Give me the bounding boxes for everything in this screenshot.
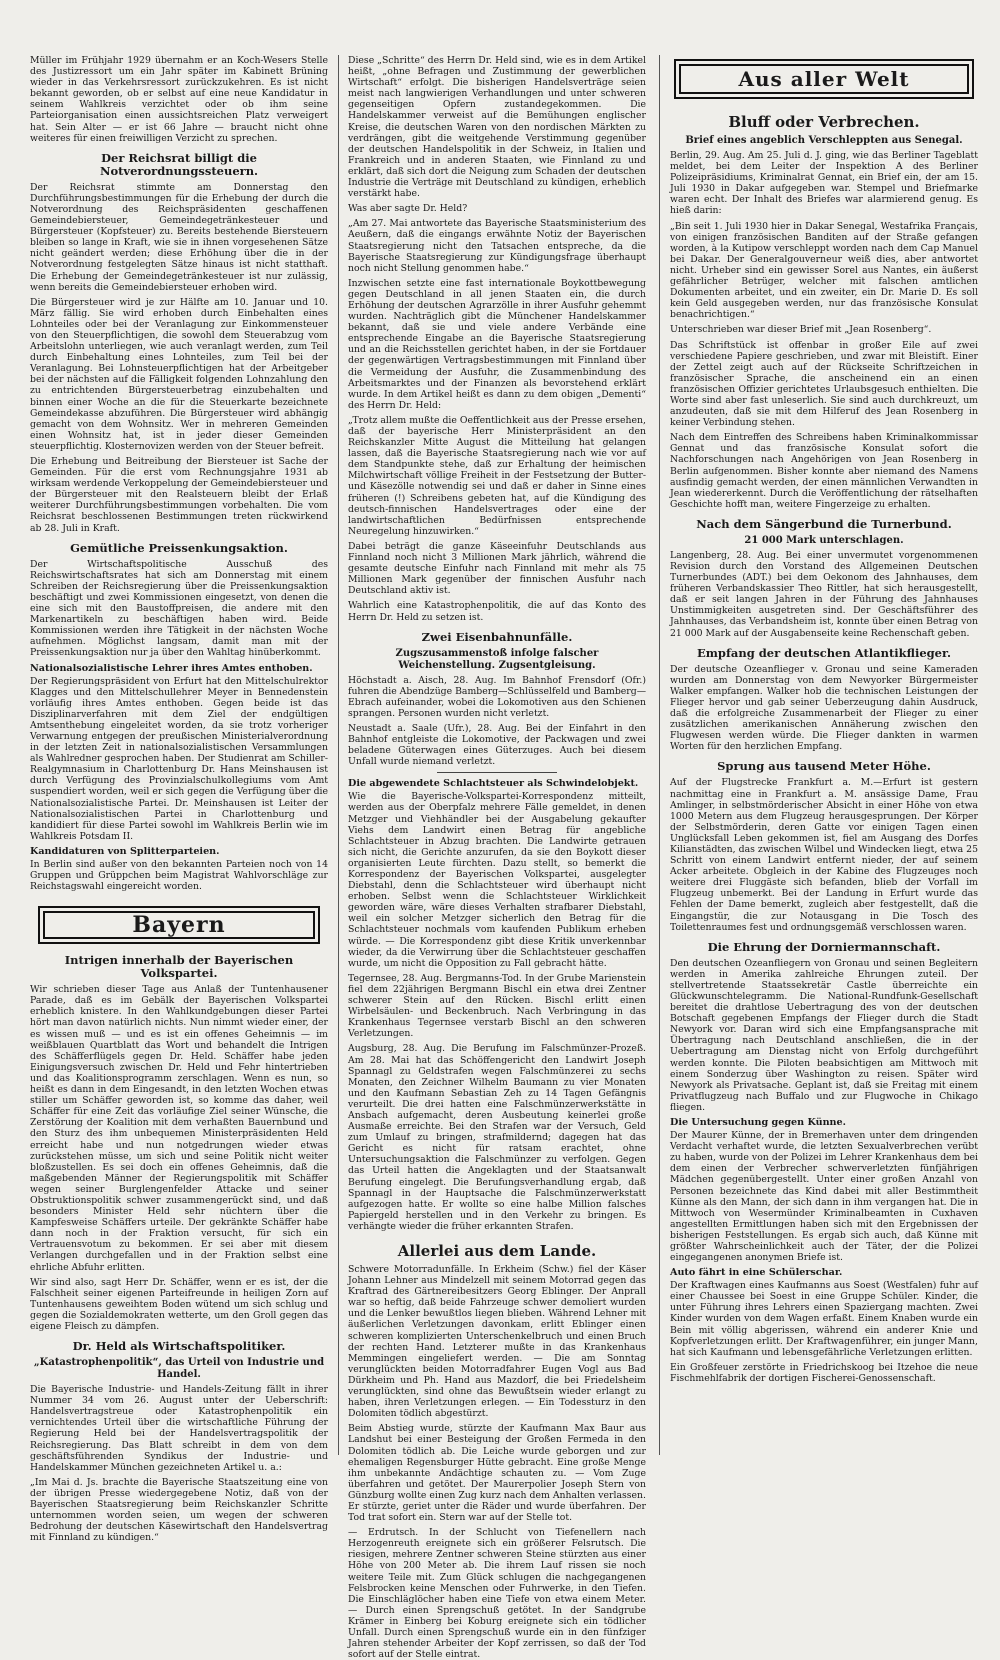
article-paragraph: Die Bürgersteuer wird je zur Hälfte am 10. Januar und 10. März fällig. Sie wird erhoben durch Einbehalten eines Lohnteiles oder bei der Veranlagung zur Einkommensteuer von den Steuerpflichtigen, die sowohl dem Steuerabzug vom Arbeitslohn unterliegen, wie auch veranlagt werden, zum Teil durch Einbehaltung eines Lohnteiles, zum Teil bei der Veranlagung. Bei Lohnsteuerpflichtigen hat der Arbeitgeber bei der nächsten auf die Fälligkeit folgenden Lohnzahlung den zu entrichtenden Bürgersteuerbetrag einzubehalten und binnen einer Woche an die für die Steuerkarte bezeichnete Gemeindekasse abzuführen. Die Bürgersteuer wird abhängig gemacht von dem Wohnsitz. Wer in mehreren Gemeinden einen Wohnsitz hat, ist in jeder dieser Gemeinden steuerpflichtig. Klosternovizen werden von der Steuer befreit. — [30, 296, 328, 452]
subheadline-bluff: Brief eines angeblich Verschleppten aus Senegal. — [685, 135, 963, 146]
article-paragraph: Nach dem Eintreffen des Schreibens haben Kriminalkommissar Gennat und das französische Konsulat sofort die Nachforschungen nach Angehörigen von Jean Rosenberg in Berlin aufgenommen. Bisher konnte aber niemand des Namens ausfindig gemacht werden, der einen männlichen Verwandten in Jean wiedererkennt. Durch die Veröffentlichung der rätselhaften Geschichte hofft man, weitere Fingerzeige zu erhalten. — [670, 432, 978, 510]
news-lead-untersuchung: Die Untersuchung gegen Künne. — [670, 1117, 846, 1129]
article-paragraph: „Bin seit 1. Juli 1930 hier in Dakar Senegal, Westafrika Français, von einigen französischen Banditen auf der Straße gefangen worden, à la Kutipow verschleppt worden nach dem Cap Manuel bei Dakar. Der Generalgouverneur weiß dies, aber antwortet nicht. Urheber sind ein gewisser Sorel aus Nantes, ein äußerst gefährlicher Betrüger, welcher mit falschen amtlichen Dokumenten arbeitet, und ein zweiter, ein Dr. Marie D. Es soll kein Geld ausgegeben werden, nur das französische Konsulat benachrichtigen.“ — [670, 220, 978, 321]
section-box-bayern: Bayern — [38, 906, 320, 944]
article-paragraph: Beim Abstieg wurde, stürzte der Kaufmann Max Baur aus Landshut bei einer Besteigung der Großen Fermeda in den Dolomiten tödlich ab. Die Leiche wurde geborgen und zur ehemaligen Regensburger Hütte gebracht. Eine große Menge ihm unbekannte Andächtige schauten zu. — Vom Zuge überfahren und getötet. Der Maurerpolier Joseph Stern von Günzburg wollte einen Zug kurz nach dem Anhalten verlassen. Er stürzte, geriet unter die Räder und wurde überfahren. Der Tod trat sofort ein. Stern war auf der Stelle tot. — [348, 1423, 646, 1524]
article-paragraph: Die Bayerische Industrie- und Handels-Zeitung fällt in ihrer Nummer 34 vom 26. August unter der Ueberschrift: Handelsvertragstreue oder Katastrophenpolitik ein vernichtendes Urteil über die wirtschaftliche Führung der Regierung Held bei der Handelsvertragspolitik der Reichsregierung. Das Blatt schreibt in dem von dem geschäftsführenden Syndikus der Industrie- und Handelskammer München gezeichneten Artikel u. a.: — [30, 1384, 328, 1473]
headline-allerlei: Allerlei aus dem Lande. — [397, 1242, 597, 1260]
headline-preissenkung: Gemütliche Preissenkungsaktion. — [70, 540, 288, 555]
article-paragraph: Der Regierungspräsident von Erfurt hat den Mittelschulrektor Klagges und den Mittelschullehrer Meyer in Bennedenstein vorläufig ihres Amtes enthoben. Gegen beide ist das Disziplinarverfahren mit dem Ziel der endgültigen Amtsenthebung eingeleitet worden, da sie trotz vorheriger Verwarnung entgegen der preußischen Ministerialverordnung in der letzten Zeit in nationalsozialistischen Versammlungen als Wahlredner gesprochen haben. Der Studienrat am Schiller-Realgymnasium in Charlottenburg Dr. Hans Meinshausen ist durch Verfügung des Provinzialschulkollegiums vom Amt suspendiert worden, weil er sich gegen die Verfügung über die Nationalsozialistische Partei. Dr. Meinshausen ist Leiter der Nationalsozialistischen Partei in Charlottenburg und kandidiert für diese Partei sowohl im Wahlkreis Berlin wie im Wahlkreis Potsdam II. — [30, 675, 328, 842]
article-paragraph: „Am 27. Mai antwortete das Bayerische Staatsministerium des Aeußern, daß die eingangs erwähnte Notiz der Bayerischen Staatsregierung nicht den Tatsachen entspreche, da die Bayerische Staatsregierung zur Kündigungsfrage überhaupt noch nicht Stellung genommen habe.“ — [348, 218, 646, 274]
article-paragraph: Wir schrieben dieser Tage aus Anlaß der Tuntenhausener Parade, daß es im Gebälk der Bayerischen Volkspartei erheblich knistere. In den Wahlkundgebungen dieser Partei hört man davon natürlich nichts. Nun nimmt wieder einer, der es wissen muß — und es ist ein offenes Geheimnis — im weißblauen Quartblatt das Wort und behandelt die Intrigen des Schäfferflügels gegen Dr. Held. Schäffer habe jeden Einigungsversuch zwischen Dr. Held und Fehr hintertrieben und das Koalitionsprogramm zerschlagen. Wenn es nun, so heißt es dann in dem Eingesandt, in den letzten Wochen etwas stiller um Schäffer geworden ist, so komme das daher, weil Schäffer für eine Zeit das vorläufige Ziel seiner Wünsche, die Zerstörung der Koalition mit dem verhaßten Bauernbund und den Sturz des ihm unbequemen Ministerpräsidenten Held erreicht habe und nun notgedrungen wieder etwas zurückstehen müsse, um sich und seine Politik nicht weiter bloßzustellen. Es sei doch ein offenes Geheimnis, daß die maßgebenden Männer der Regierungspolitik mit Schäffer wegen seiner Burglengenfelder Attacke und seiner Obstruktionspolitik schwer zusammengerückt sind, und daß besonders Minister Held sehr nüchtern über die Kampfesweise Schäffers urteile. Der gekränkte Schäffer habe dann noch in der Fraktion versucht, für sich ein Vertrauensvotum zu bekommen. Er sei aber mit diesem Verlangen durchgefallen und in der Fraktion selbst eine ehrliche Abfuhr erlitten. — [30, 984, 328, 1273]
headline-saengerbund: Nach dem Sängerbund die Turnerbund. — [696, 516, 952, 531]
column-3 — [670, 55, 978, 1455]
article-paragraph: Inzwischen setzte eine fast internationale Boykottbewegung gegen Deutschland in all jenen Staaten ein, die durch Erhöhung der deutschen Agrarzölle in ihrer Ausfuhr gehemmt wurden. Nachträglich gibt die Münchener Handelskammer bekannt, daß sie und viele andere Verbände eine entsprechende Eingabe an die Bayerische Staatsregierung und an die Reichsstellen gerichtet haben, in der sie Fortdauer der gegenwärtigen Vertragsbestimmungen mit Finnland über die Vermeidung der Ausfuhr, die Zusammenbindung des Arbeitsmarktes und der Finanzen als bevorstehend erklärt wurde. In dem Artikel heißt es dann zu dem obigen „Dementi“ des Herrn Dr. Held: — [348, 277, 646, 411]
headline-dornier: Die Ehrung der Dorniermannschaft. — [707, 939, 941, 954]
headline-eisenbahn: Zwei Eisenbahnunfälle. — [421, 629, 573, 644]
article-paragraph: Schwere Motorradunfälle. In Erkheim (Schw.) fiel der Käser Johann Lehner aus Mindelzell mit seinem Motorrad gegen das Kraftrad des Gärtnereibesitzers Georg Eblinger. Der Anprall war so heftig, daß beide Fahrzeuge schwer demoliert wurden und die Lenker bewußtlos liegen blieben. Während Lehner mit äußerlichen Verletzungen davonkam, erlitt Eblinger einen schweren komplizierten Unterschenkelbruch und einen Bruch der rechten Hand. Letzterer mußte in das Krankenhaus Memmingen eingeliefert werden. — Die am Sonntag verunglückten beiden Motorradfahrer Eugen Vogl aus Bad Dürkheim und Ph. Hand aus Mazdorf, die bei Friedelsheim verunglückten, sind ohne das Bewußtsein wieder erlangt zu haben, ihren Verletzungen erlegen. — Ein Todessturz in den Dolomiten tödlich abgestürzt. — [348, 1264, 646, 1420]
article-paragraph: Der Reichsrat stimmte am Donnerstag den Durchführungsbestimmungen für die Erhebung der durch die Notverordnung des Reichspräsidenten geschaffenen Gemeindebiersteuer, Gemeindegetränkesteuer und Bürgersteuer (Kopfsteuer) zu. Bereits bestehende Biersteuern bleiben so lange in Kraft, wie sie in ihnen vorgesehenen Sätze nicht geändert werden; diese Erhöhung über die in der Notverordnung festgelegten Sätze hinaus ist nicht statthaft. Die Erhebung der Gemeindegetränkesteuer ist nur zulässig, wenn bereits die Gemeindebiersteuer erhoben wird. — [30, 181, 328, 293]
column-rule — [659, 55, 660, 1455]
article-paragraph: Wahrlich eine Katastrophenpolitik, die auf das Konto des Herrn Dr. Held zu setzen ist. — [348, 600, 646, 623]
news-lead-auto: Auto fährt in eine Schülerschar. — [670, 1267, 843, 1279]
article-paragraph: Langenberg, 28. Aug. Bei einer unvermutet vorgenommenen Revision durch den Vorstand des Allgemeinen Deutschen Turnerbundes (ADT.) bei dem Oekonom des Jahnhauses, dem früheren Verbandskassier Theo Rittler, hat sich herausgestellt, daß er seit langen Jahren in der Führung des Jahnhauses Unstimmigkeiten ausgetreten sind. Der Geschäftsführer des Jahnhauses, das Verbandsheim ist, konnte über einen Betrag von 21 000 Mark auf der Ausgabenseite keine Rechenschaft geben. — [670, 549, 978, 639]
section-box-aus-aller-welt: Aus aller Welt — [674, 59, 974, 99]
article-paragraph: Diese „Schritte“ des Herrn Dr. Held sind, wie es in dem Artikel heißt, „ohne Befragen und Zustimmung der gewerblichen Wirtschaft“ erfolgt. Die bisherigen Handelsverträge seien meist nach langwierigen Verhandlungen und unter schweren gegenseitigen Opfern zustandegekommen. Die Handelskammer verweist auf die Bemühungen englischer Kreise, die deutschen Waren von den nordischen Märkten zu verdrängen, gibt die weitgehende Verstimmung gegenüber der deutschen Handelspolitik in der Schweiz, in Italien und Frankreich und in anderen Staaten, wie Finnland zu und erklärt, daß sich dort die Neigung zum Schaden der deutschen Industrie die Verträge mit Deutschland zu kündigen, erheblich verstärkt habe. — [348, 55, 646, 200]
headline-bluff: Bluff oder Verbrechen. — [728, 113, 920, 131]
article-paragraph: Was aber sagte Dr. Held? — [348, 203, 468, 215]
article-paragraph: Der deutsche Ozeanflieger v. Gronau und seine Kameraden wurden am Donnerstag von dem Newyorker Bürgermeister Walker empfangen. Walker hob die technischen Leistungen der Flieger hervor und gab seiner Ueberzeugung dahin Ausdruck, daß die erfolgreiche Zusammenarbeit der Flieger zu einer zusätzlichen amerikanischen Annäherung zwischen den Flugwesen werden würde. Die Flieger dankten in warmen Worten für den herzlichen Empfang. — [670, 663, 978, 753]
headline-intrigen: Intrigen innerhalb der Bayerischen Volkspartei. — [64, 953, 294, 981]
article-paragraph: Der Kraftwagen eines Kaufmanns aus Soest (Westfalen) fuhr auf einer Chaussee bei Soest in eine Gruppe Schüler. Kinder, die unter Führung ihres Lehrers einen Spaziergang machten. Zwei Kinder wurden von dem Wagen erfaßt. Einem Knaben wurde ein Bein mit völlig abgerissen, während ein anderer Knie und Kopfverletzungen erlitt. Der Kraftwagenführer, ein junger Mann, hat sich Kaufmann und lebensgefährliche Verletzungen erlitten. — [670, 1280, 978, 1358]
article-paragraph: „Trotz allem mußte die Oeffentlichkeit aus der Presse ersehen, daß der bayerische Herr Ministerpräsident an den Reichskanzler Mitte August die Mitteilung hat gelangen lassen, daß die Bayerische Staatsregierung nach wie vor auf dem Standpunkte stehe, daß zur Erhaltung der heimischen Milchwirtschaft völlige Freiheit in der Festsetzung der Butter- und Käsezölle notwendig sei und daß er daher in Sinne eines früheren (!) Schreibens gebeten hat, auf die Kündigung des deutsch-finnischen Handelsvertrages oder eine der landwirtschaftlichen Bedürfnissen entsprechende Neuregelung hinzuwirken.“ — [348, 414, 646, 537]
newspaper-page — [30, 55, 980, 1660]
news-lead-splitter: Kandidaturen von Splitterparteien. — [30, 845, 220, 857]
article-paragraph: Wir sind also, sagt Herr Dr. Schäffer, wenn er es ist, der die Falschheit seiner eigenen Parteifreunde in heiligen Zorn auf Tuntenhausens geweihtem Boden wütend um sich schlug und gegen die Sozialdemokraten wetterte, um den Groll gegen das eigene Fleisch zu dämpfen. — [30, 1276, 328, 1332]
headline-sprung: Sprung aus tausend Meter Höhe. — [717, 759, 931, 774]
divider — [437, 772, 556, 773]
article-paragraph: Ein Großfeuer zerstörte in Friedrichskoog bei Itzehoe die neue Fischmehlfabrik der dortigen Fischerei-Genossenschaft. — [670, 1361, 978, 1384]
article-paragraph: Der Maurer Künne, der in Bremerhaven unter dem dringenden Verdacht verhaftet wurde, die letzten Sexualverbrechen verübt zu haben, wurde von der Polizei im Lehrer Krankenhaus dem bei dem einen der Verbrecher schwerverletzten fünfjährigen Mädchen gegenübergestellt. Unter einer großen Anzahl von Personen bezeichnete das Kind dabei mit aller Bestimmtheit Künne als den Mann, der sich dann in ihm vergangen hat. Die in Mittwoch von Wesermünder Kriminalbeamten in Cuxhaven angestellten Ermittlungen haben sich mit den Ergebnissen der bisherigen Feststellungen. Es ergab sich auch, daß Künne mit größter Wahrscheinlichkeit auch der Täter, der die Polizei eingegangenen anonymen Briefe ist. — [670, 1130, 978, 1264]
article-paragraph: Augsburg, 28. Aug. Die Berufung im Falschmünzer-Prozeß. Am 28. Mai hat das Schöffengericht den Landwirt Joseph Spannagl zu Geldstrafen wegen Falschmünzerei zu sechs Monaten, den Zeichner Wilhelm Baumann zu vier Monaten und den Kaufmann Sebastian Zeh zu 14 Tagen Gefängnis verurteilt. Die drei hatten eine Falschmünzerwerkstätte in Ansbach aufgemacht, deren Ausbeutung keinerlei große Ausmaße erreichte. Bei den Strafen war der Versuch, Geld zum Umlauf zu bringen, strafmildernd; dagegen hat das Gericht es nicht für ratsam erachtet, ohne Untersuchungsaktion die Falschmünzer zu verfolgen. Gegen das Urteil hatten die Angeklagten und der Staatsanwalt Berufung eingelegt. Die Berufungsverhandlung ergab, daß Spannagl in der Hauptsache die Falschmünzerwerkstatt aufgezogen hatte. Er wollte so eine halbe Million falsches Papiergeld herstellen und in den Verkehr zu bringen. Es verhängte wieder die früher erkannten Strafen. — [348, 1043, 646, 1232]
headline-held: Dr. Held als Wirtschaftspolitiker. — [72, 1339, 286, 1354]
article-paragraph: Auf der Flugstrecke Frankfurt a. M.—Erfurt ist gestern nachmittag eine in Frankfurt a. M. ansässige Dame, Frau Amlinger, in selbstmörderischer Absicht in einer Höhe von etwa 1000 Metern aus dem Flugzeug herausgesprungen. Der Körper der Selbstmörderin, deren Gatte vor einigen Tagen einen Unglücksfall Leben gekommen ist, fiel am Ausgang des Dorfes Kilianstädten, das zwischen Wilbel und Windecken liegt, etwa 25 Schritt von einem Landwirt entfernt nieder, der auf seinem Acker arbeitete. Obgleich in der Kabine des Flugzeuges noch weitere drei Fluggäste sich befanden, blieb der Vorfall im Flugzeug unbemerkt. Bei der Landung in Erfurt wurde das Fehlen der Dame bemerkt, zugleich aber festgestellt, daß die Eingangstür, die zur Notausgang in Die Tosch des Toilettenraumes fest und ordnungsgemäß verschlossen waren. — [670, 777, 978, 933]
article-paragraph: Müller im Frühjahr 1929 übernahm er an Koch-Wesers Stelle des Justizressort um ein Jahr später im Kabinett Brüning wieder in das Verkehrsressort zurückzukehren. Es ist nicht bekannt geworden, ob er selbst auf eine neue Kandidatur in seinem Wahlkreis verzichtet oder ob ihm seine Parteiorganisation einen aussichtsreichen Platz verweigert hat. Sein Alter — er ist 66 Jahre — braucht nicht ohne weiteres für einen freiwilligen Verzicht zu sprechen. — [30, 55, 328, 144]
article-paragraph: Berlin, 29. Aug. Am 25. Juli d. J. ging, wie das Berliner Tageblatt meldet, bei dem Leiter der Inspektion A des Berliner Polizeipräsidiums, Kriminalrat Gennat, ein Brief ein, der am 15. Juli 1930 in Dakar aufgegeben war. Stempel und Briefmarke waren echt. Der Inhalt des Briefes war alarmierend genug. Es hieß darin: — [670, 150, 978, 217]
article-paragraph: Wie die Bayerische-Volkspartei-Korrespondenz mitteilt, werden aus der Oberpfalz mehrere Fälle gemeldet, in denen Metzger und Viehhändler bei der Ausgabelung gekaufter Viehs dem Landwirt einen Betrag für angebliche Schlachtsteuer in Abzug brachten. Die Landwirte getrauen sich nicht, die Gerichte anzurufen, da sie den Boykott dieser organisierten Leute fürchten. Dazu stellt, so bemerkt die Korrespondenz der Bayerischen Volkspartei, ausgelegter Diebstahl, denn die Schlachtsteuer wird überhaupt nicht erhoben. Selbst wenn die Schlachtsteuer Wirklichkeit geworden wäre, wäre dieses Verhalten strafbarer Diebstahl, weil ein solcher Metzger sicherlich den Betrag für die Schlachtsteuer nochmals vom kaufenden Publikum erheben würde. — Die Korrespondenz gibt diese Kritik unverkennbar wieder, da die Verwirrung über die Schlachtsteuer geschaffen wurde, um nicht die Opposition zu Fall gebracht hätte. — [348, 791, 646, 969]
column-2 — [348, 55, 647, 1660]
article-paragraph: Neustadt a. Saale (Ufr.), 28. Aug. Bei der Einfahrt in den Bahnhof entgleiste die Lokomotive, der Packwagen und zwei beladene Güterwagen eines Güterzuges. Auch bei diesem Unfall wurde niemand verletzt. — [348, 722, 646, 768]
article-paragraph: In Berlin sind außer von den bekannten Parteien noch von 14 Gruppen und Grüppchen beim Magistrat Wahlvorschläge zur Reichstagswahl eingereicht worden. — [30, 858, 328, 893]
article-paragraph: Die Erhebung und Beitreibung der Biersteuer ist Sache der Gemeinden. Für die erst vom Rechnungsjahre 1931 ab wirksam werdende Verkoppelung der Gemeindebiersteuer und der Bürgersteuer mit den Realsteuern bleibt der Erlaß weiterer Durchführungsbestimmungen vorbehalten. Die vom Reichsrat beschlossenen Bestimmungen treten rückwirkend ab 28. Juli in Kraft. — [30, 456, 328, 534]
article-paragraph: „Im Mai d. Js. brachte die Bayerische Staatszeitung eine von der übrigen Presse wiedergegebene Notiz, daß von der Bayerischen Staatsregierung beim Reichskanzler Schritte unternommen worden seien, um wegen der schweren Bedrohung der deutschen Käsewirtschaft den Handelsvertrag mit Finnland zu kündigen.“ — [30, 1476, 328, 1544]
column-rule — [338, 55, 339, 1455]
article-paragraph: Dabei beträgt die ganze Käseeinfuhr Deutschlands aus Finnland noch nicht 3 Millionen Mark jährlich, während die gesamte deutsche Einfuhr nach Finnland mit mehr als 75 Millionen Mark gegenüber der finnischen Ausfuhr nach Deutschland aktiv ist. — [348, 540, 646, 597]
article-paragraph: Unterschrieben war dieser Brief mit „Jean Rosenberg“. — [670, 324, 932, 336]
subheadline-eisenbahn: Zugszusammenstoß infolge falscher Weichenstellung. Zugsentgleisung. — [395, 647, 599, 671]
article-paragraph: Der Wirtschaftspolitische Ausschuß des Reichswirtschaftsrates hat sich am Donnerstag mit einem Schreiben der Reichsregierung über die Preissenkungsaktion beschäftigt und zwei Kommissionen eingesetzt, von denen die eine sich mit den Baustoffpreisen, die andere mit den Markenartikeln zu beschäftigen haben wird. Beide Kommissionen werden ihre Tätigkeit in der nächsten Woche aufnehmen. Möglichst langsam, damit man mit der Preissenkungsaktion nur ja über den Wahltag hinüberkommt. — [30, 558, 328, 659]
article-paragraph: Höchstadt a. Aisch, 28. Aug. Im Bahnhof Frensdorf (Ofr.) fuhren die Abendzüge Bamberg—Schlüsselfeld und Bamberg—Ebrach aufeinander, wobei die Lokomotiven aus den Schienen sprangen. Personen wurden nicht verletzt. — [348, 674, 647, 719]
headline-atlantikflieger: Empfang der deutschen Atlantikflieger. — [696, 645, 952, 660]
subheadline-held: „Katastrophenpolitik“, das Urteil von Industrie und Handel. — [33, 1357, 325, 1381]
article-paragraph: Den deutschen Ozeanfliegern von Gronau und seinen Begleitern werden in Amerika zahlreiche Ehrungen zuteil. Der stellvertretende Staatssekretär Castle überreichte ein Glückwunschtelegramm. Die National-Rundfunk-Gesellschaft bereitet die drahtlose Uebertragung des von der deutschen Botschaft gegebenen Empfangs der Flieger durch die Stadt Newyork vor. Daran wird sich eine Empfangsansprache mit Übertragung nach Deutschland anschließen, die in der Uebertragung am Dienstag nicht von Erfolg durchgeführt werden konnte. Die Piloten beabsichtigen am Mittwoch mit einem Sonderzug über Washington zu reisen. Später wird Newyork als Privatsache. Geplant ist, daß sie Freitag mit einem Privatflugzeug nach Buffalo und zur Flugwoche in Chikago fliegen. — [670, 957, 978, 1113]
headline-reichsrat: Der Reichsrat billigt die Notverordnungssteuern. — [99, 150, 259, 178]
subheadline-saengerbund: 21 000 Mark unterschlagen. — [744, 534, 904, 546]
article-paragraph: — Erdrutsch. In der Schlucht von Tiefenellern nach Herzogenreuth ereignete sich ein größerer Felsrutsch. Die riesigen, mehrere Zentner schweren Steine stürzten aus einer Höhe von 200 Meter ab. Die ihrem Lauf rissen sie noch weitere Teile mit. Zum Glück schlugen die nachgegangenen Felsbrocken keine Menschen oder Fuhrwerke, in den Tiefen. Die Einschläglöcher haben eine Tiefe von etwa einem Meter. — Durch einen Sprengschuß getötet. In der Sandgrube Krämer in Einberg bei Koburg ereignete sich ein tödlicher Unfall. Durch einen Sprengschuß wurde ein in den fünfziger Jahren stehender Arbeiter der Kopf zerrissen, so daß der Tod sofort auf der Stelle eintrat. — [348, 1527, 646, 1660]
article-paragraph: Tegernsee, 28. Aug. Bergmanns-Tod. In der Grube Marienstein fiel dem 22jährigen Bergmann Bischl ein etwa drei Zentner schwerer Stein auf den Rücken. Bischl erlitt einen Wirbelsäulen- und Beckenbruch. Nach Verbringung in das Krankenhaus Tegernsee verstarb Bischl an den schweren Verletzungen. — [348, 972, 646, 1040]
column-1 — [30, 55, 328, 1544]
article-paragraph: Das Schriftstück ist offenbar in großer Eile auf zwei verschiedene Papiere geschrieben, und zwar mit Bleistift. Einer der Zettel zeigt auch auf der Rückseite Schriftzeichen in französischer Sprache, die anscheinend ein an einen französischen Offizier gerichtetes Urlaubsgesuch enthielten. Die Worte sind aber fast unleserlich. Sie sind auch durchkreuzt, um anzudeuten, daß sie mit dem Hilferuf des Jean Rosenberg in keiner Verbindung stehen. — [670, 339, 978, 429]
news-lead-lehrer: Nationalsozialistische Lehrer ihres Amtes enthoben. — [30, 662, 313, 674]
news-lead-schlachtsteuer: Die abgewendete Schlachtsteuer als Schwindelobjekt. — [348, 778, 639, 790]
